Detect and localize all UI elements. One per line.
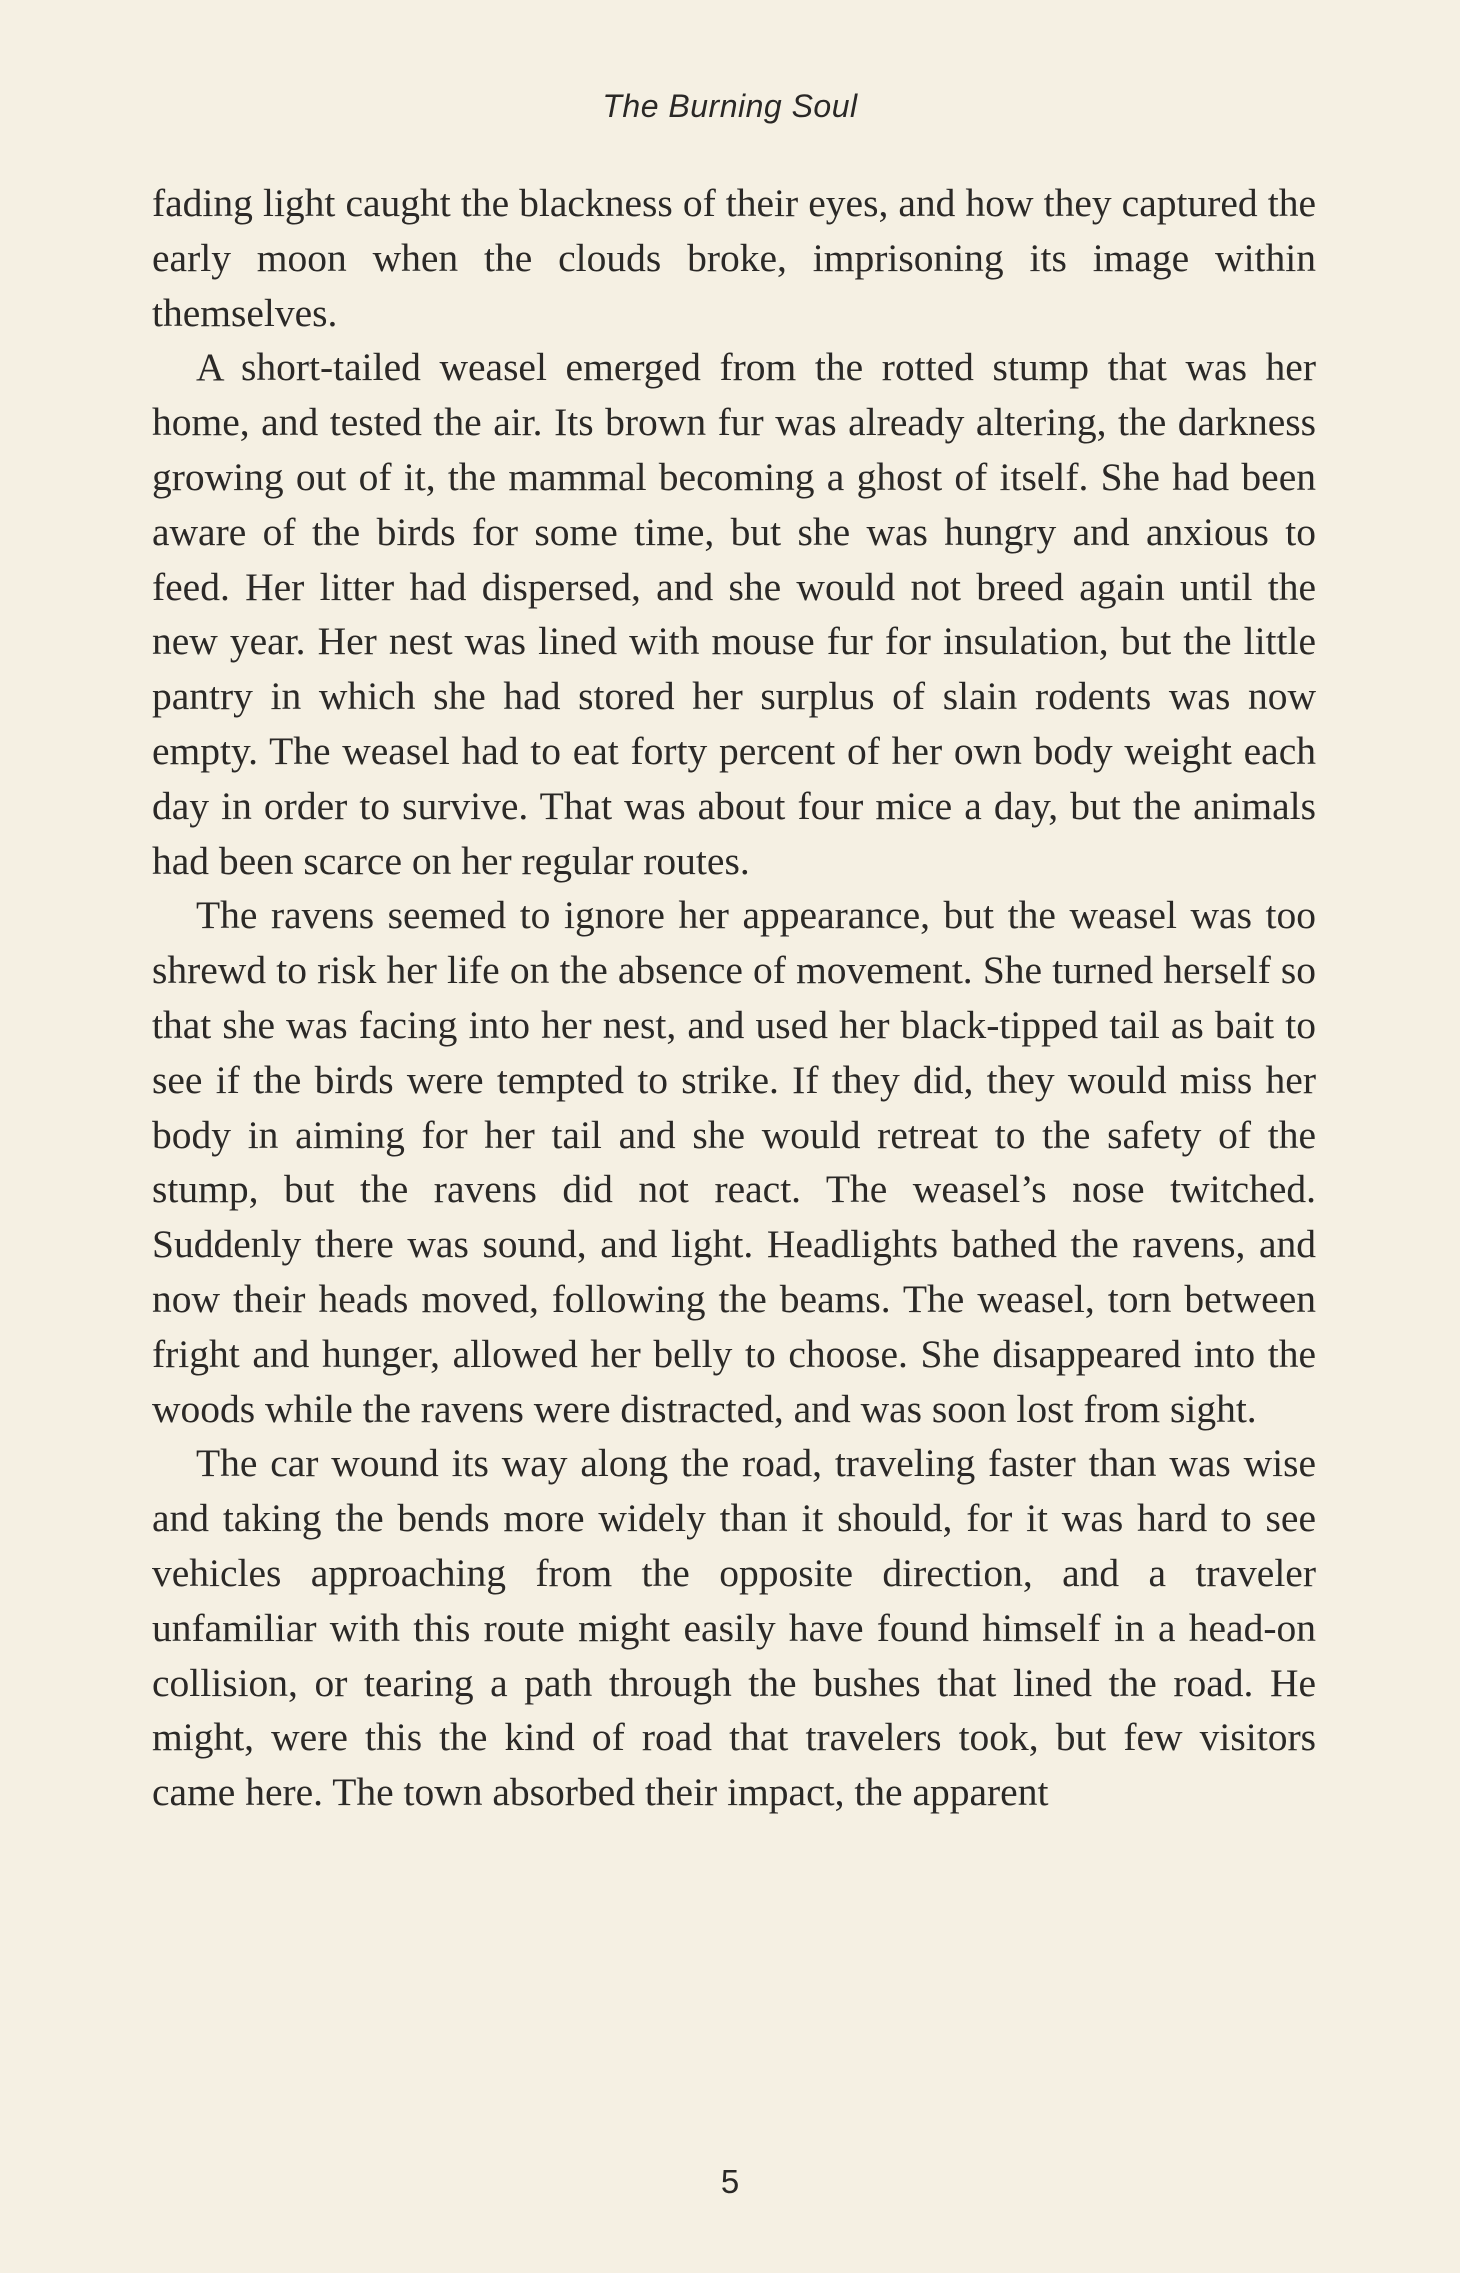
running-head: The Burning Soul (602, 88, 858, 124)
page-number: 5 (720, 2163, 740, 2200)
body-text (152, 176, 1316, 1820)
paragraph-continued: fading light caught the blackness of their eyes, and how they captured the early moon when the clouds broke, imprisoning its image within themselves. (152, 181, 1316, 335)
paragraph-ravens: The ravens seemed to ignore her appearance, but the weasel was too shrewd to risk her life on the absence of movement. She turned herself so that she was facing into her nest, and used her black-tipped tail as bait to see if the birds were tempted to strike. If they did, they would miss her body in aiming for her tail and she would retreat to the safety of the stump, but the ravens did not react. The weasel’s nose twitched. Suddenly there was sound, and light. Headlights bathed the ravens, and now their heads moved, following the beams. The weasel, torn between fright and hunger, allowed her belly to choose. She disappeared into the woods while the ravens were distracted, and was soon lost from sight. (152, 893, 1316, 1431)
paragraph-car: The car wound its way along the road, traveling faster than was wise and taking the bends more widely than it should, for it was hard to see vehicles approaching from the opposite direction, and a traveler unfamiliar with this route might easily have found himself in a head-on collision, or tearing a path through the bushes that lined the road. He might, were this the kind of road that travelers took, but few visitors came here. The town absorbed their impact, the apparent (152, 1441, 1316, 1815)
paragraph-weasel: A short-tailed weasel emerged from the rotted stump that was her home, and tested the air. Its brown fur was already altering, the darkness growing out of it, the mammal becoming a ghost of itself. She had been aware of the birds for some time, but she was hungry and anxious to feed. Her litter had dispersed, and she would not breed again until the new year. Her nest was lined with mouse fur for insulation, but the little pantry in which she had stored her surplus of slain rodents was now empty. The weasel had to eat forty percent of her own body weight each day in order to survive. That was about four mice a day, but the animals had been scarce on her regular routes. (152, 345, 1316, 883)
